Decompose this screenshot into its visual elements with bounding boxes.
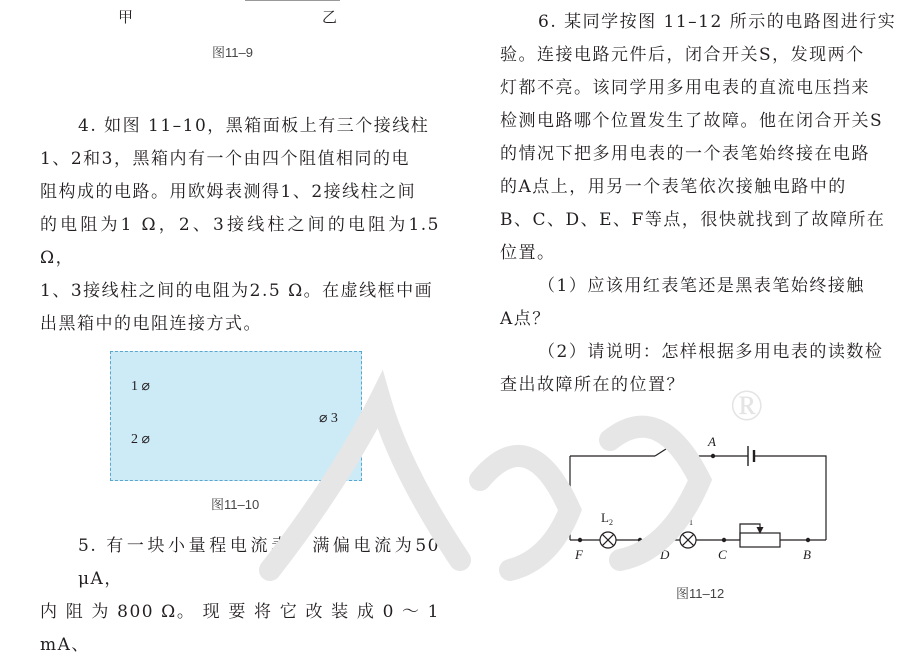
label-node-f: F xyxy=(575,547,583,562)
q6-sub1-line: （1）应该用红表笔还是黑表笔始终接触 xyxy=(538,276,865,296)
q6-line: 位置。 xyxy=(500,243,556,263)
black-box-dashed-frame xyxy=(110,351,362,481)
q6-line: 验。连接电路元件后，闭合开关S，发现两个 xyxy=(500,45,865,65)
label-node-c: C xyxy=(718,547,727,562)
q6-line: 的A点上，用另一个表笔依次接触电路中的 xyxy=(500,177,847,197)
fig9-remnant-line xyxy=(245,0,340,3)
question-6 xyxy=(500,6,898,402)
fig10-caption: 图11–10 xyxy=(211,497,260,512)
node-c-dot xyxy=(722,538,726,542)
label-node-a: A xyxy=(708,434,716,449)
question-4 xyxy=(40,110,440,341)
fig9-label-jia: 甲 xyxy=(118,8,134,26)
q4-line: 阻构成的电路。用欧姆表测得1、2接线柱之间 xyxy=(40,182,417,202)
label-lamp-l2-main: L xyxy=(601,510,609,525)
terminal-1: 1 ⌀ xyxy=(131,379,150,394)
watermark-stroke-2 xyxy=(480,456,570,570)
q4-line: 出黑箱中的电阻连接方式。 xyxy=(40,314,262,334)
label-node-b: B xyxy=(803,547,811,562)
circuit-diagram xyxy=(560,428,840,568)
label-lamp-l1 xyxy=(681,510,693,527)
q6-sub1-line: A点？ xyxy=(500,309,551,329)
q5-line: 内 阻 为 800 Ω。 现 要 将 它 改 装 成 0 ～ 1 mA、 xyxy=(40,602,440,655)
question-5 xyxy=(40,530,440,662)
label-lamp-l1-main: L xyxy=(681,510,689,525)
fig12-caption: 图11–12 xyxy=(676,586,725,601)
fig9-label-yi: 乙 xyxy=(322,8,338,26)
watermark-registered-mark: ® xyxy=(730,381,764,430)
q4-line: 的电阻为1 Ω，2、3接线柱之间的电阻为1.5 Ω， xyxy=(40,215,440,268)
q6-sub2-line: 查出故障所在的位置？ xyxy=(500,375,685,395)
q4-line: 1、3接线柱之间的电阻为2.5 Ω。在虚线框中画 xyxy=(40,281,434,301)
q6-line: 灯都不亮。该同学用多用电表的直流电压挡来 xyxy=(500,78,870,98)
q4-line: 1、2和3，黑箱内有一个由四个阻值相同的电 xyxy=(40,149,410,169)
q5-line: 5. 有一块小量程电流表，满偏电流为50 μA， xyxy=(78,536,440,589)
node-e-dot xyxy=(638,538,642,542)
fig9-caption: 图11–9 xyxy=(212,45,253,60)
q6-line: B、C、D、E、F等点，很快就找到了故障所在 xyxy=(500,210,886,230)
wire-top-right xyxy=(754,456,826,540)
terminal-2: 2 ⌀ xyxy=(131,432,150,447)
node-f-dot xyxy=(578,538,582,542)
label-node-e: E xyxy=(635,547,643,562)
label-switch-s: S xyxy=(664,430,672,445)
node-d-dot xyxy=(664,538,668,542)
node-a-dot xyxy=(711,454,715,458)
label-lamp-l2-sub: 2 xyxy=(608,518,613,527)
node-b-dot xyxy=(806,538,810,542)
label-lamp-l1-sub: 1 xyxy=(688,518,693,527)
lamp-l1-cross xyxy=(682,534,693,545)
q6-sub2-line: （2）请说明：怎样根据多用电表的读数检 xyxy=(538,342,884,362)
lamp-l2-cross xyxy=(602,534,613,545)
label-lamp-l2 xyxy=(601,510,613,527)
q6-line: 的情况下把多用电表的一个表笔始终接在电路 xyxy=(500,144,870,164)
rheostat-slider-wire xyxy=(740,524,760,540)
q4-line: 4. 如图 11–10，黑箱面板上有三个接线柱 xyxy=(78,116,430,136)
terminal-3: ⌀ 3 xyxy=(319,411,338,426)
label-node-d: D xyxy=(660,547,670,562)
q6-line: 检测电路哪个位置发生了故障。他在闭合开关S xyxy=(500,111,884,131)
q6-line: 6. 某同学按图 11–12 所示的电路图进行实 xyxy=(538,12,897,32)
rheostat-body xyxy=(740,533,780,547)
